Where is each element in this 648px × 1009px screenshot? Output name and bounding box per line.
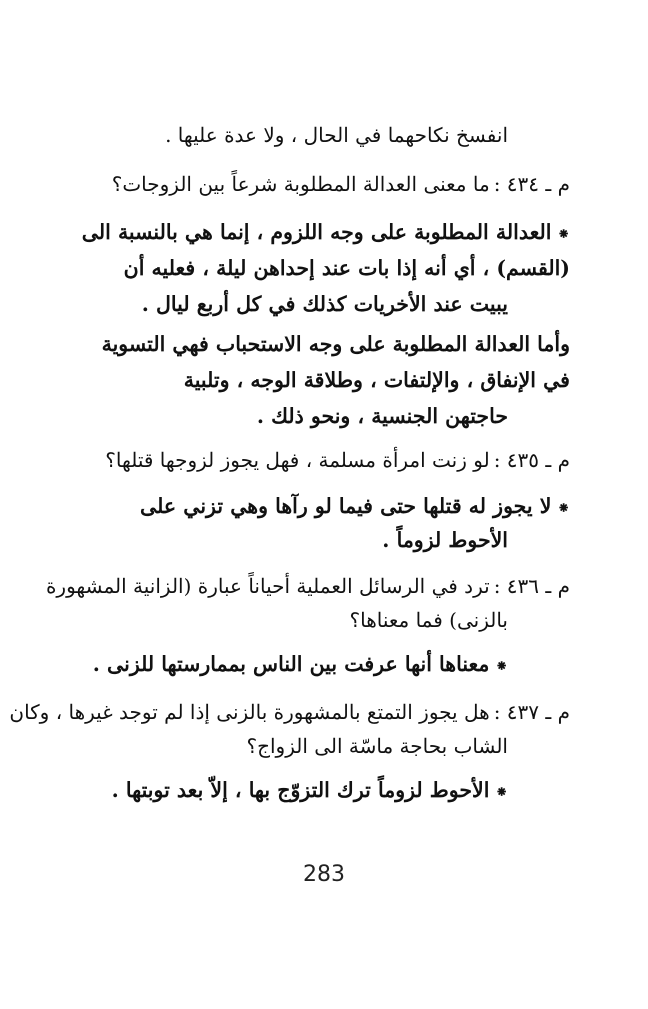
question-text: بالزنى) فما معناها؟ xyxy=(349,608,508,632)
answer-text: في الإنفاق ، والإلتفات ، وطلاقة الوجه ، وتلبية xyxy=(183,368,570,392)
question-434 xyxy=(112,170,570,198)
question-text: لو زنت امرأة مسلمة ، فهل يجوز لزوجها قتلها؟ xyxy=(105,448,490,472)
text-line xyxy=(165,121,508,149)
asterism-icon: ⁕ xyxy=(557,499,570,517)
question-435 xyxy=(105,446,570,474)
question-number: م ـ ٤٣٥ : xyxy=(493,448,570,472)
question-text: ترد في الرسائل العملية أحياناً عبارة (الزانية المشهورة xyxy=(45,574,490,598)
answer-line xyxy=(102,330,570,358)
page-number: 283 xyxy=(303,862,345,887)
question-437 xyxy=(9,698,570,726)
answer-text: يبيت عند الأخريات كذلك في كل أربع ليال . xyxy=(141,292,508,316)
text-line xyxy=(349,606,508,634)
answer-text: معناها أنها عرفت بين الناس بممارستها للزنى . xyxy=(92,652,490,676)
question-436 xyxy=(46,572,570,600)
answer-text: لا يجوز له قتلها حتى فيما لو رآها وهي تزني على xyxy=(140,494,552,518)
answer-line xyxy=(382,526,508,554)
question-number: م ـ ٤٣٤ : xyxy=(493,172,570,196)
answer-text: حاجتهن الجنسية ، ونحو ذلك . xyxy=(256,404,508,428)
answer-line xyxy=(142,290,508,318)
answer-line xyxy=(184,366,570,394)
asterism-icon: ⁕ xyxy=(557,225,570,243)
answer-line xyxy=(124,254,570,282)
question-text: ما معنى العدالة المطلوبة شرعاً بين الزوجات؟ xyxy=(111,172,490,196)
answer-text: العدالة المطلوبة على وجه اللزوم ، إنما هي بالنسبة الى xyxy=(81,220,552,244)
question-text: الشاب بحاجة ماسّة الى الزواج؟ xyxy=(246,734,508,758)
answer-text: الأحوط لزوماً ترك التزوّج بها ، إلاّ بعد توبتها . xyxy=(111,778,490,802)
question-number: م ـ ٤٣٧ : xyxy=(493,700,570,724)
answer-text: (القسم) ، أي أنه إذا بات عند إحداهن ليلة ، فعليه أن xyxy=(123,256,570,280)
answer-text: الأحوط لزوماً . xyxy=(382,528,508,552)
text-line xyxy=(246,732,508,760)
answer-text: وأما العدالة المطلوبة على وجه الاستحباب فهي التسوية xyxy=(101,332,570,356)
answer-line xyxy=(257,402,508,430)
answer-line xyxy=(82,218,570,248)
answer-line xyxy=(140,492,570,522)
answer-line xyxy=(93,650,508,680)
asterism-icon: ⁕ xyxy=(495,783,508,801)
question-number: م ـ ٤٣٦ : xyxy=(493,574,570,598)
line-text: انفسخ نكاحهما في الحال ، ولا عدة عليها . xyxy=(165,123,508,147)
question-text: هل يجوز التمتع بالمشهورة بالزنى إذا لم توجد غيرها ، وكان xyxy=(9,700,490,724)
answer-line xyxy=(112,776,508,806)
asterism-icon: ⁕ xyxy=(495,657,508,675)
